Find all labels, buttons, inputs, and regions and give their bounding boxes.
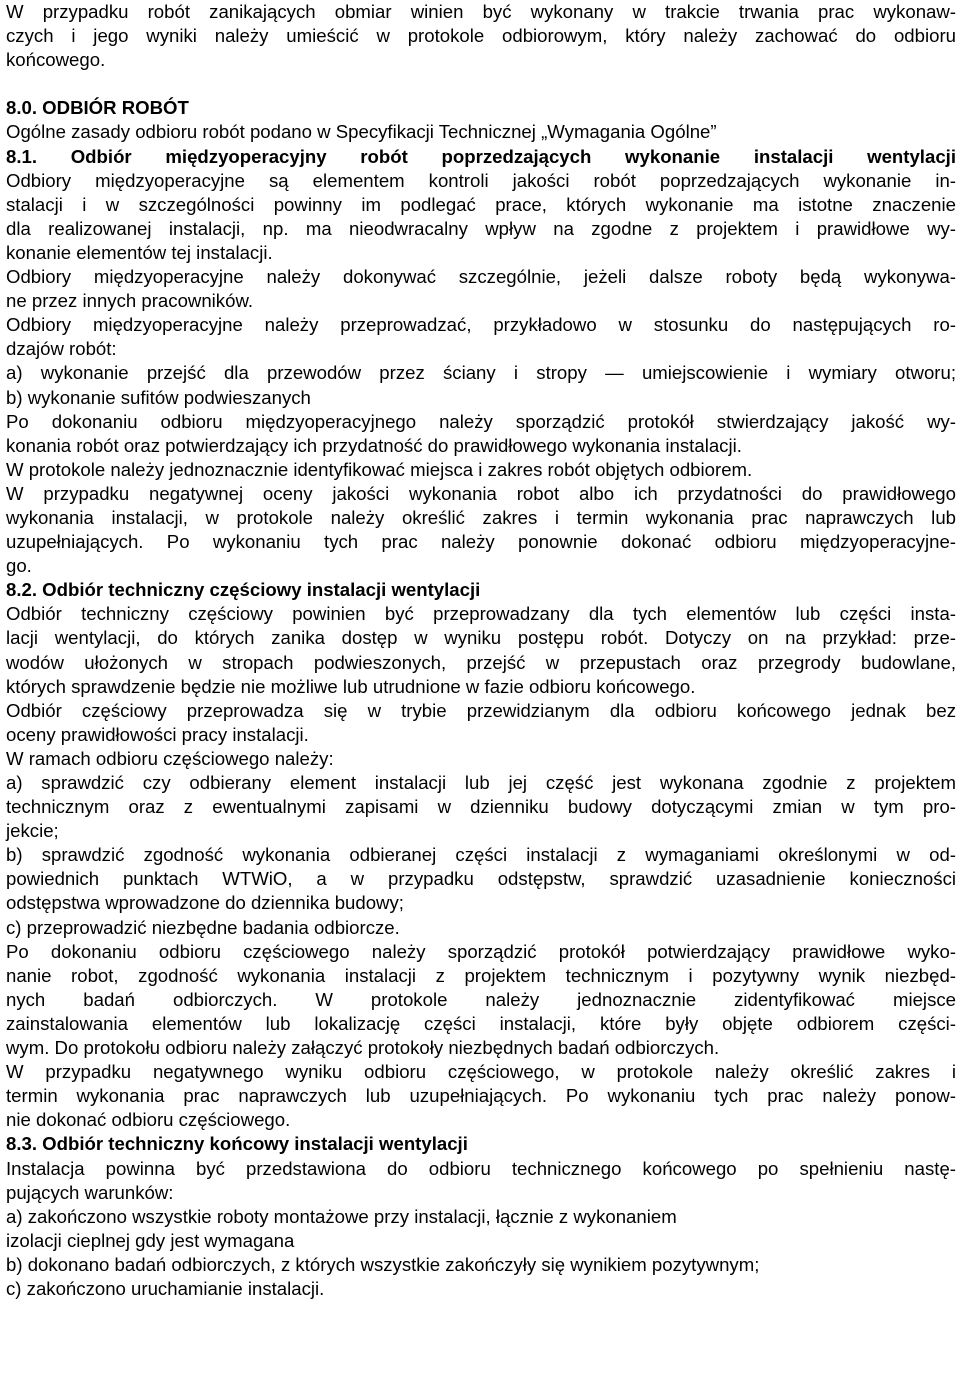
text-line: W przypadku robót zanikających obmiar winien być wykonany w trakcie trwania prac wykonaw- — [6, 1, 956, 22]
text-line: zainstalowania elementów lub lokalizację części instalacji, które były objęte odbiorem części- — [6, 1012, 956, 1034]
text-line: Odbiory międzyoperacyjne należy dokonywać szczególnie, jeżeli dalsze roboty będą wykonywa- — [6, 266, 956, 288]
text-line: Po dokonaniu odbioru częściowego należy sporządzić protokół potwierdzający prawidłowe wyko- — [6, 940, 956, 962]
text-line: Odbiory międzyoperacyjne są elementem kontroli jakości robót poprzedzających wykonanie in- — [6, 169, 956, 191]
section-heading: 8.2. Odbiór techniczny częściowy instalacji wentylacji — [6, 579, 481, 601]
text-line: a) sprawdzić czy odbierany element instalacji lub jej część jest wykonana zgodnie z projektem — [6, 772, 956, 793]
text-line: W protokole należy jednoznacznie identyfikować miejsca i zakres robót objętych odbiorem. — [6, 458, 753, 480]
text-line: W ramach odbioru częściowego należy: — [6, 747, 334, 769]
section-heading: 8.1. Odbiór międzyoperacyjny robót poprzedzających wykonanie instalacji wentylacji — [6, 145, 956, 167]
text-line: pujących warunków: — [6, 1181, 174, 1203]
text-line: nych badań odbiorczych. W protokole należy jednoznacznie zidentyfikować miejsce — [6, 988, 956, 1010]
text-line: Instalacja powinna być przedstawiona do odbioru technicznego końcowego po spełnieniu nastę- — [6, 1157, 956, 1179]
text-line: c) zakończono uruchamianie instalacji. — [6, 1277, 325, 1299]
text-line: dzajów robót: — [6, 338, 117, 360]
blank-line — [6, 72, 956, 96]
text-line: konanie elementów tej instalacji. — [6, 241, 273, 263]
text-line: których sprawdzenie będzie nie możliwe lub utrudnione w fazie odbioru końcowego. — [6, 675, 696, 697]
text-line: a) wykonanie przejść dla przewodów przez ściany i stropy — umiejscowienie i wymiary otworu; — [6, 362, 956, 384]
text-line: W przypadku negatywnej oceny jakości wykonania robot albo ich przydatności do prawidłowego — [6, 482, 956, 504]
section-heading: 8.0. ODBIÓR ROBÓT — [6, 97, 189, 119]
text-line: b) dokonano badań odbiorczych, z których wszystkie zakończyły się wynikiem pozytywnym; — [6, 1253, 760, 1275]
text-line: oceny prawidłowości pracy instalacji. — [6, 723, 309, 745]
text-line: technicznym oraz z ewentualnymi zapisami w dzienniku budowy dotyczącymi zmian w tym pro- — [6, 796, 956, 818]
text-line: W przypadku negatywnego wyniku odbioru częściowego, w protokole należy określić zakres i — [6, 1061, 956, 1083]
text-line: odstępstwa wprowadzone do dziennika budowy; — [6, 892, 404, 914]
text-line: c) przeprowadzić niezbędne badania odbiorcze. — [6, 916, 400, 938]
text-line: dla realizowanej instalacji, np. ma nieodwracalny wpływ na zgodne z projektem i prawidłowe wy- — [6, 217, 956, 239]
text-line: jekcie; — [6, 820, 59, 842]
text-line: czych i jego wyniki należy umieścić w protokole odbiorowym, który należy zachować do odbioru — [6, 25, 956, 47]
text-line: wym. Do protokołu odbioru należy załączyć protokoły niezbędnych badań odbiorczych. — [6, 1037, 720, 1059]
text-line: końcowego. — [6, 49, 106, 71]
text-line: uzupełniających. Po wykonaniu tych prac należy ponownie dokonać odbioru międzyoperacyjne- — [6, 531, 956, 553]
text-line: Ogólne zasady odbioru robót podano w Specyfikacji Technicznej „Wymagania Ogólne” — [6, 121, 717, 143]
text-line: Odbiór częściowy przeprowadza się w trybie przewidzianym dla odbioru końcowego jednak bez — [6, 699, 956, 721]
text-line: termin wykonania prac naprawczych lub uzupełniających. Po wykonaniu tych prac należy ponow- — [6, 1085, 956, 1107]
text-line: ne przez innych pracowników. — [6, 290, 254, 312]
text-line: a) zakończono wszystkie roboty montażowe przy instalacji, łącznie z wykonaniem — [6, 1205, 677, 1227]
text-line: stalacji i w szczególności powinny im podlegać prace, których wykonanie ma istotne znaczenie — [6, 193, 956, 215]
text-line: wodów ułożonych w stropach podwieszonych, przejść w przepustach oraz przegrody budowlane, — [6, 651, 956, 673]
text-line: b) sprawdzić zgodność wykonania odbieranej części instalacji z wymaganiami określonymi w od- — [6, 844, 956, 866]
text-line: wykonania instalacji, w protokole należy określić zakres i termin wykonania prac naprawczych lub — [6, 506, 956, 528]
text-line: powiednich punktach WTWiO, a w przypadku odstępstw, sprawdzić uzasadnienie konieczności — [6, 868, 956, 890]
text-line: lacji wentylacji, do których zanika dostęp w wyniku postępu robót. Dotyczy on na przykład: prze- — [6, 627, 956, 649]
text-line: Odbiór techniczny częściowy powinien być przeprowadzany dla tych elementów lub części insta- — [6, 603, 956, 625]
text-line: Odbiory międzyoperacyjne należy przeprowadzać, przykładowo w stosunku do następujących ro- — [6, 314, 956, 336]
text-line: Po dokonaniu odbioru międzyoperacyjnego należy sporządzić protokół stwierdzający jakość wy- — [6, 410, 956, 432]
text-line: go. — [6, 555, 32, 577]
text-line: konania robót oraz potwierdzający ich przydatność do prawidłowego wykonania instalacji. — [6, 434, 742, 456]
text-line: b) wykonanie sufitów podwieszanych — [6, 386, 311, 408]
text-line: nie dokonać odbioru częściowego. — [6, 1109, 291, 1131]
section-heading: 8.3. Odbiór techniczny końcowy instalacji wentylacji — [6, 1133, 468, 1155]
text-line: nanie robot, zgodność wykonania instalacji z projektem technicznym i pozytywny wynik niezbęd- — [6, 964, 956, 986]
text-line: izolacji cieplnej gdy jest wymagana — [6, 1229, 295, 1251]
